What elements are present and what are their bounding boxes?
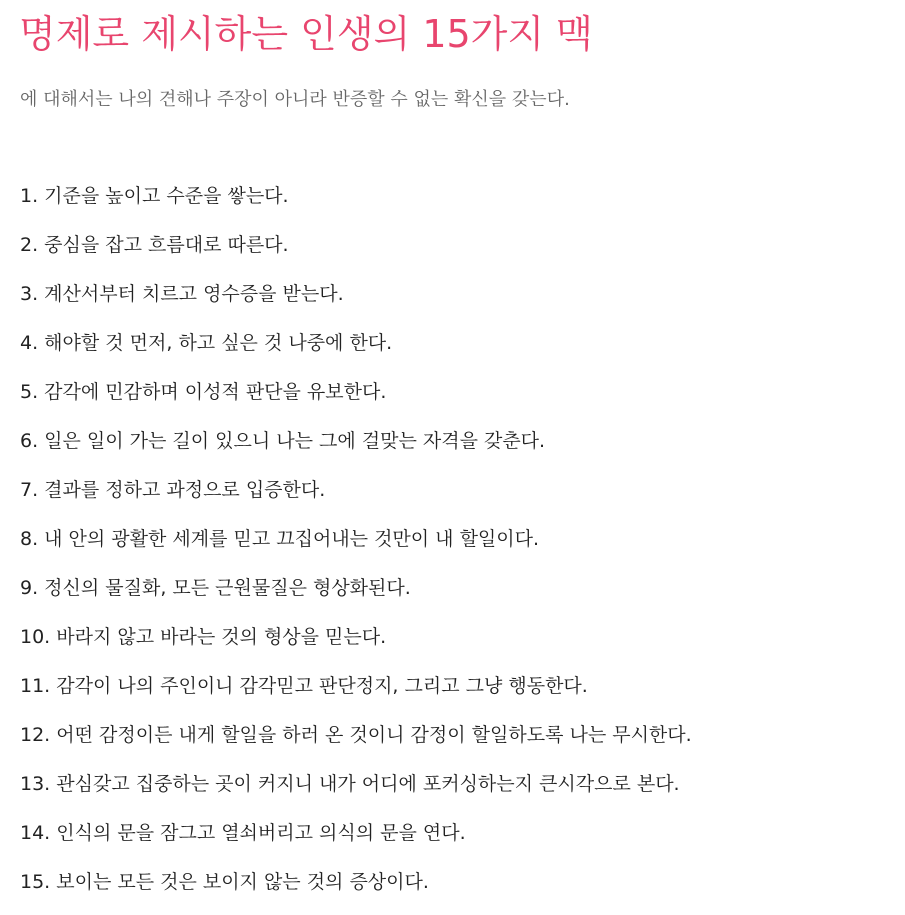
list-item: 4. 해야할 것 먼저, 하고 싶은 것 나중에 한다. [20,332,393,354]
page-subtitle: 에 대해서는 나의 견해나 주장이 아니라 반증할 수 없는 확신을 갖는다. [20,89,570,110]
list-item: 14. 인식의 문을 잠그고 열쇠버리고 의식의 문을 연다. [20,822,466,844]
list-item: 10. 바라지 않고 바라는 것의 형상을 믿는다. [20,626,387,648]
list-item: 2. 중심을 잡고 흐름대로 따른다. [20,234,289,256]
proposition-list [20,180,692,915]
list-item: 12. 어떤 감정이든 내게 할일을 하러 온 것이니 감정이 할일하도록 나는 무시한다. [20,724,692,746]
page-title: 명제로 제시하는 인생의 15가지 맥 [19,12,593,56]
list-item: 1. 기준을 높이고 수준을 쌓는다. [20,185,289,207]
list-item: 6. 일은 일이 가는 길이 있으니 나는 그에 걸맞는 자격을 갖춘다. [20,430,546,452]
list-item: 3. 계산서부터 치르고 영수증을 받는다. [20,283,344,305]
list-item: 11. 감각이 나의 주인이니 감각믿고 판단정지, 그리고 그냥 행동한다. [20,675,588,697]
list-item: 8. 내 안의 광활한 세계를 믿고 끄집어내는 것만이 내 할일이다. [20,528,540,550]
list-item: 5. 감각에 민감하며 이성적 판단을 유보한다. [20,381,387,403]
list-item: 13. 관심갖고 집중하는 곳이 커지니 내가 어디에 포커싱하는지 큰시각으로 본다. [20,773,680,795]
list-item: 7. 결과를 정하고 과정으로 입증한다. [20,479,326,501]
list-item: 9. 정신의 물질화, 모든 근원물질은 형상화된다. [20,577,411,599]
list-item: 15. 보이는 모든 것은 보이지 않는 것의 증상이다. [20,871,429,893]
